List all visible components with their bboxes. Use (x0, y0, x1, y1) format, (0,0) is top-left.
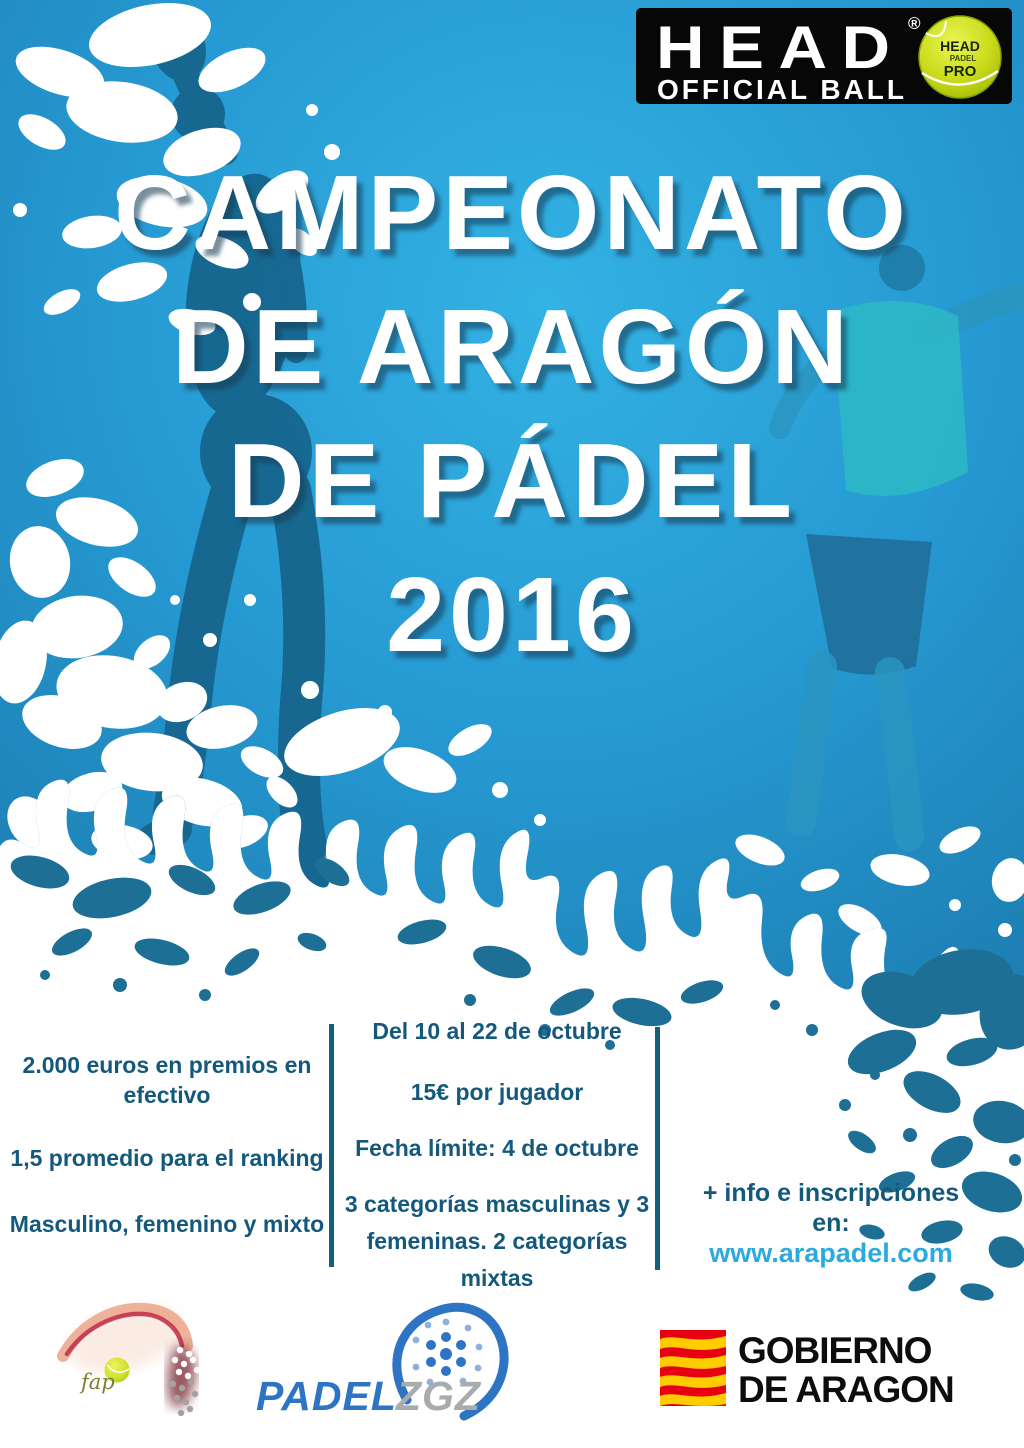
column-divider-left (329, 1024, 334, 1267)
padel-zgz-logo (250, 1292, 510, 1442)
ranking-average-text: 1,5 promedio para el ranking (10, 1145, 324, 1171)
title-line-de-padel: DE PÁDEL (228, 422, 796, 540)
head-brand-logo: HEAD (656, 14, 905, 81)
ball-text-head: HEAD (940, 38, 980, 54)
gobierno-de-aragon-logo (650, 1318, 1020, 1423)
prize-money-text: 2.000 euros en premios en efectivo (22, 1052, 312, 1108)
categories-gender-text: Masculino, femenino y mixto (9, 1211, 325, 1237)
ball-text-pro: PRO (943, 63, 977, 80)
registration-url: www.arapadel.com (709, 1238, 953, 1268)
poster-title (0, 146, 1024, 682)
categories-count-text: 3 categorías masculinas y 3 femeninas. 2 categorías mixtas (344, 1191, 650, 1291)
fap-wordmark: fap (81, 1370, 115, 1394)
title-line-de-aragon: DE ARAGÓN (172, 288, 852, 406)
padel-ball-icon (916, 13, 1004, 101)
ball-text-padel: PADEL (949, 54, 977, 63)
title-line-campeonato: CAMPEONATO (114, 154, 910, 272)
gobierno-wordmark-line1: GOBIERNO (738, 1330, 932, 1371)
aragon-flag-icon (660, 1330, 726, 1406)
column-divider-right (655, 1027, 660, 1270)
fap-federation-logo (55, 1292, 240, 1442)
title-line-year: 2016 (386, 556, 638, 674)
zgz-wordmark: ZGZ (396, 1373, 481, 1419)
official-ball-label: OFFICIAL BALL (657, 74, 908, 105)
dates-text: Del 10 al 22 de octubre (372, 1018, 622, 1044)
racket-holes-blue (426, 1332, 466, 1376)
more-info-label: + info e inscripciones (702, 1179, 960, 1207)
registered-trademark-symbol: ® (908, 14, 921, 33)
gobierno-wordmark-line2: DE ARAGON (738, 1369, 954, 1410)
deadline-text: Fecha límite: 4 de octubre (355, 1135, 639, 1161)
more-info-label-en: en: (812, 1209, 850, 1237)
padel-wordmark: PADEL (256, 1373, 397, 1419)
head-official-ball-badge (636, 8, 1012, 104)
price-text: 15€ por jugador (410, 1079, 584, 1105)
